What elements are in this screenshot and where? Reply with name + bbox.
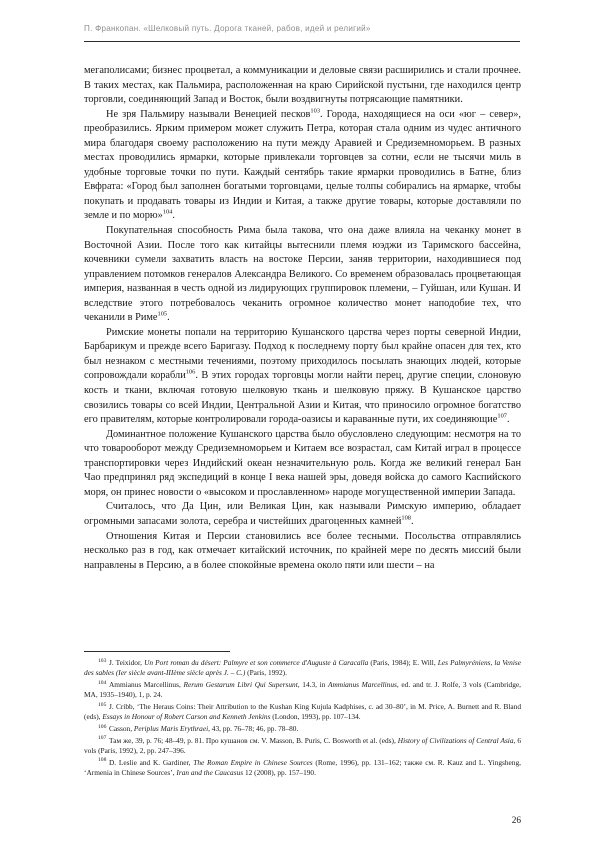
paragraph: Покупательная способность Рима была такова, что она даже влияла на чеканку монет в Восточной Азии. После того как китайцы вытеснили племя юэджи из Таримского бассейна, кочевники сумели захватить власть на востоке Персии, заняв территории, находившиеся под управлением потомков генералов Александра Великого. Со временем образовалась процветающая империя, названная в честь одной из лидирующих группировок племени, – Гуйшан, или Кушан. И вследствие этого потребовалось чеканить огромное количество монет наподобие тех, что чеканили в Риме$^{105}$.: [84, 225, 521, 324]
footnote-title-italic: History of Civilizations of Central Asia: [397, 735, 514, 745]
footnote-text: J. Cribb, ‘The Heraus Coins: Their Attribution to the Kushan King Kujula Kadphises, c. ad 30–80’, in M. Price, A. Burnett and R. Bland (eds),: [84, 702, 521, 722]
page-number: 26: [511, 816, 521, 826]
footnote-text: , 43, pp. 76–78; 46, pp. 78–80.: [208, 724, 299, 733]
footnote-number[interactable]: 106: [98, 723, 107, 730]
footnote-text: , ed. and tr. J. Rolfe, 3 vols (Cambridge, MA, 1935–1940), 1, p. 24.: [84, 680, 521, 700]
footnote-number[interactable]: 104: [98, 679, 107, 686]
footnote-text: Casson,: [108, 724, 134, 733]
footnote-text: , 14.3, in: [297, 680, 328, 689]
footnote-text: (London, 1993), pp. 107–134.: [270, 712, 361, 722]
header-rule: [84, 41, 520, 42]
footnote-text: J. Teixidor,: [108, 658, 145, 667]
footnote-marker[interactable]: 104: [162, 209, 173, 217]
footnote-entry: [84, 724, 521, 734]
paragraph: Доминантное положение Кушанского царства было обусловлено следующим: несмотря на то что товарооборот между Средиземноморьем и Китаем все возрастал, сам Китай играл в процессе транспортировки через Индийский океан незначительную роль. Когда же великий генерал Бан Чао предпринял ряд экспедиций в конце I века нашей эры, доведя войска до самого Каспийского моря, он принес новости о «высоком и прославленном» народе могущественной империи Запада.: [84, 428, 521, 498]
footnote-title-italic: Essays in Honour of Robert Carson and Kenneth Jenkins: [102, 712, 271, 722]
paragraph: Римские монеты попали на территорию Кушанского царства через порты северной Индии, Барбарикум и прежде всего Баригазу. Подход к последнему порту был крайне опасен для тех, кто был незнаком с местными течениями, поэтому приходилось посылать знающих людей, которые сопровождали корабли$^{106}$. В этих городах торговцы могли найти перец, другие специи, слоновую кость и ткани, включая готовую шелковую ткань и шелковую пряжу. В Кушанское царство свозились товары со всей Индии, Центральной Азии и Китая, что приносило огромное богатство его правителям, которые контролировали города-оазисы и караванные пути, их соединяющие$^{107}$.: [84, 326, 521, 426]
paragraph: Отношения Китая и Персии становились все более тесными. Посольства отправлялись несколько раз в год, как отмечает китайский источник, по крайней мере по десять миссий были направлены в Персию, а в более спокойные времена около пяти или шести – на: [84, 530, 521, 571]
footnote-number[interactable]: 103: [98, 657, 107, 664]
footnote-marker[interactable]: 108: [401, 514, 411, 522]
footnote-text: (Paris, 1992).: [245, 668, 287, 678]
footnote-entry: [84, 680, 521, 701]
footnote-title-italic: Ammianus Marcellinus: [328, 680, 397, 689]
paragraph: Не зря Пальмиру называли Венецией песков$^{103}$. Города, находящиеся на оси «юг – север», преобразились. Ярким примером может служить Петра, которая стала одним из чудес античного мира благодаря своему расположению на пути между Аравией и Средиземноморьем. В разных местах проводились ярмарки, которые привлекали торговцев за сотни, если не тысячи миль в удобные торговые точки по пути. Каждый сентябрь такие ярмарки проводились в Батне, близ Евфрата: «Город был заполнен богатыми торговцами, целые толпы собирались на ярмарке, чтобы покупать и продавать товары из Индии и Китая, а также другие товары, которые доставляли по земле и по морю»$^{104}$.: [84, 107, 522, 222]
footnote-text: Ammianus Marcellinus,: [108, 680, 184, 689]
footnote-marker[interactable]: 103: [310, 107, 321, 115]
footnote-title-italic: The Roman Empire in Chinese Sources: [193, 757, 313, 767]
footnote-marker[interactable]: 106: [185, 369, 196, 377]
footnote-text: (Paris, 1984); E. Will,: [368, 658, 438, 667]
footnote-text: D. Leslie and K. Gardiner,: [108, 757, 194, 767]
footnote-title-italic: Un Port roman du désert: Palmyre et son commerce d'Auguste à Caracalla: [144, 658, 369, 667]
footnote-marker[interactable]: 105: [157, 310, 168, 318]
footnote-number[interactable]: 108: [98, 757, 107, 764]
footnote-title-italic: Iran and the Caucasus: [176, 768, 244, 777]
footnotes-block: [84, 658, 521, 780]
footnote-text: (Rome, 1996), pp. 131–162; также см. R. Kauz and L. Yingsheng, ‘Armenia in Chinese Sources’,: [84, 757, 521, 777]
footnote-marker[interactable]: 107: [497, 412, 507, 420]
footnote-number[interactable]: 105: [98, 701, 107, 708]
footnote-entry: [84, 658, 521, 679]
footnote-text: , 6 vols (Paris, 1992), 2, pp. 247–396.: [84, 735, 522, 755]
body-text-column: [84, 64, 521, 573]
paragraph: мегаполисами; бизнес процветал, а коммуникации и деловые связи расширились и стали прочнее. В таких местах, как Пальмира, расположенная на краю Сирийской пустыни, где находился центр торговли, соединяющий Запад и Восток, были воздвигнуты потрясающие памятники.: [84, 65, 521, 106]
footnote-title-italic: Periplus Maris Erythraei: [133, 724, 209, 733]
footnote-entry: [84, 702, 521, 723]
paragraph: Считалось, что Да Цин, или Великая Цин, как называли Римскую империю, обладает огромными запасами золота, серебра и чистейших драгоценных камней$^{108}$.: [84, 501, 521, 527]
footnote-title-italic: Rerum Gestarum Libri Qui Supersunt: [183, 680, 298, 689]
footnote-text: 12 (2008), pp. 157–190.: [243, 768, 316, 777]
footnote-title-italic: Les Palmyréniens, la Venise des sables (Ier siècle avant-IIIème siècle après J. – C.): [84, 658, 521, 678]
footnote-separator-rule: [84, 651, 230, 652]
footnote-entry: [84, 736, 521, 757]
footnote-text: Там же, 39, p. 76; 48–49, p. 81. Про кушанов см. V. Masson, B. Puris, C. Bosworth et al. (eds),: [108, 735, 398, 745]
footnote-number[interactable]: 107: [98, 735, 107, 742]
running-head: П. Франкопан. «Шелковый путь. Дорога тканей, рабов, идей и религий»: [84, 24, 371, 33]
footnote-entry: [84, 758, 521, 779]
